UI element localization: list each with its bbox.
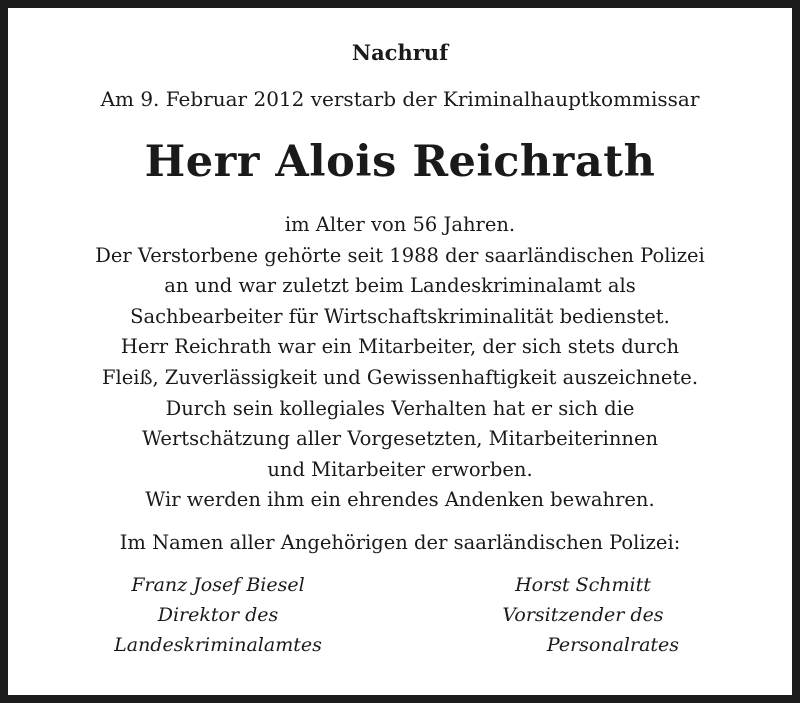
signatory-role: Direktor des [157,604,279,626]
notice-heading: Nachruf [351,40,449,65]
signatory-left [78,570,358,660]
body-line: Sachbearbeiter für Wirtschaftskriminalität bedienstet. [130,304,670,328]
deceased-name: Herr Alois Reichrath [144,137,656,187]
body-line: Der Verstorbene gehörte seit 1988 der saarländischen Polizei [95,243,705,267]
body-line: Durch sein kollegiales Verhalten hat er sich die [165,396,635,420]
intro-line: Am 9. Februar 2012 verstarb der Kriminalhauptkommissar [100,87,700,111]
body-line: Fleiß, Zuverlässigkeit und Gewissenhaftigkeit auszeichnete. [101,365,699,389]
body-line: Wir werden ihm ein ehrendes Andenken bewahren. [145,488,655,512]
signatory-role: Landeskriminalamtes [114,634,322,656]
signatory-name: Horst Schmitt [515,574,651,596]
signatory-name: Franz Josef Biesel [131,574,305,596]
body-line: an und war zuletzt beim Landeskriminalamt als [164,274,636,298]
body-line: Herr Reichrath war ein Mitarbeiter, der sich stets durch [120,335,680,359]
body-line: Wertschätzung aller Vorgesetzten, Mitarbeiterinnen [141,427,659,451]
closing-line: Im Namen aller Angehörigen der saarländischen Polizei: [119,531,681,554]
signatory-role: Vorsitzender des [502,604,664,626]
body-line: und Mitarbeiter erworben. [267,457,533,481]
body-line: im Alter von 56 Jahren. [284,213,516,236]
signatory-right [448,570,718,660]
notice-body [8,210,792,516]
signatory-role: Personalrates [546,634,680,656]
